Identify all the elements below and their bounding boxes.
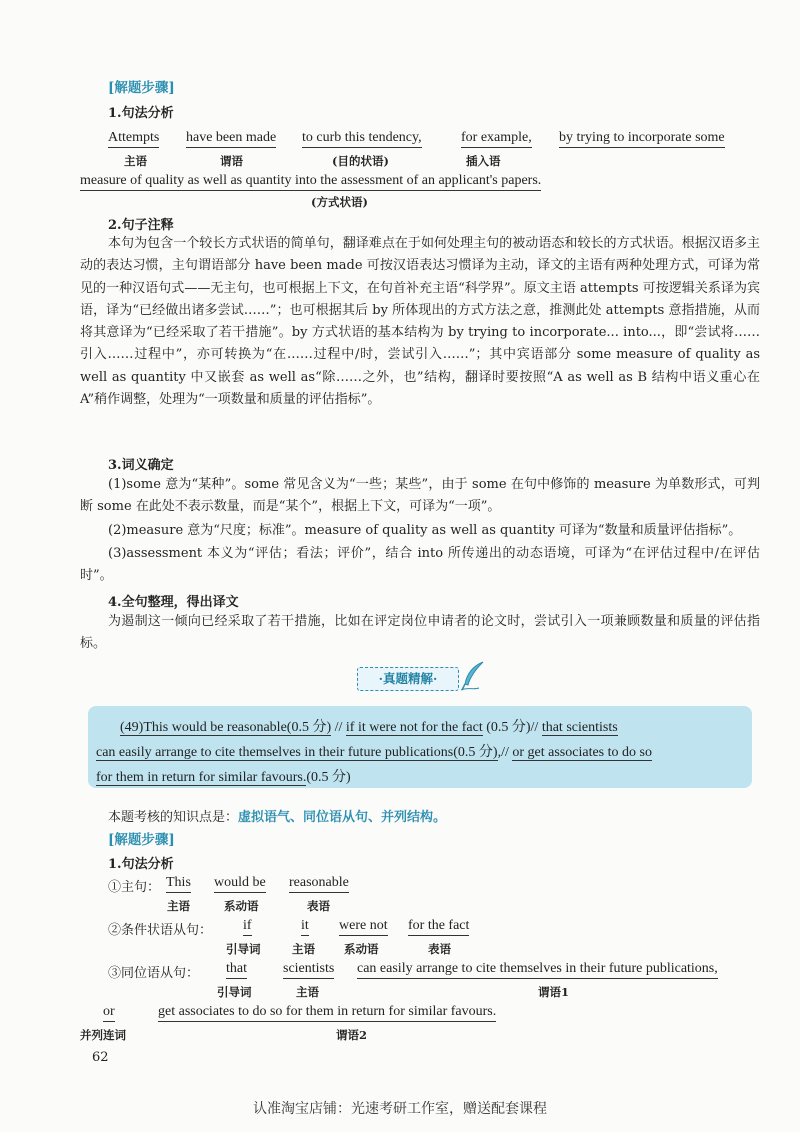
- main-linking-verb: would be: [214, 875, 266, 893]
- cond-subject-label: 主语: [292, 942, 315, 956]
- question-line-3: [96, 766, 351, 786]
- word-meaning-3: (3)assessment 本义为“评估；看法；评价”，结合 into 所传递出的动态语境，可译为“在评估过程中/在评估时”。: [80, 546, 760, 584]
- appos-predicate-1: can easily arrange to cite themselves in their future publications,: [357, 961, 718, 979]
- cond-conjunction-label: 引导词: [226, 942, 261, 956]
- knowledge-points: [108, 806, 446, 825]
- appos-predicate-1-label: 谓语1: [538, 985, 570, 999]
- knowledge-list: 虚拟语气、同位语从句、并列结构。: [238, 810, 447, 825]
- step-syntax-analysis: 1.句法分析: [108, 106, 174, 121]
- translation-paragraph: 为遏制这一倾向已经采取了若干措施，比如在评定岗位申请者的论文时，尝试引入一项兼顾数量和质量的评估指标。: [80, 614, 760, 652]
- question-seg-5: or get associates to do so: [512, 745, 652, 760]
- parse-subject: Attempts: [108, 130, 159, 148]
- question-seg-6: for them in return for similar favours.: [96, 770, 307, 785]
- label-manner: (方式状语): [311, 195, 368, 209]
- parse-predicate: have been made: [186, 130, 276, 148]
- knowledge-prefix: 本题考核的知识点是：: [108, 810, 239, 825]
- question-sep-1: //: [331, 720, 346, 735]
- coord-predicate-2: get associates to do so for them in return for similar favours.: [158, 1004, 496, 1022]
- parse-manner-end: measure of quality as well as quantity into the assessment of an applicant's papers.: [80, 173, 541, 191]
- parse-insert: for example,: [461, 130, 532, 148]
- main-subject: This: [166, 875, 191, 893]
- label-subject: 主语: [124, 154, 147, 168]
- section-title: [解题步骤]: [108, 80, 175, 96]
- step-word-meaning: 3.词义确定: [108, 458, 174, 473]
- main-predicative: reasonable: [289, 875, 349, 893]
- main-subject-label: 主语: [167, 899, 190, 913]
- coord-predicate-2-label: 谓语2: [336, 1028, 368, 1042]
- cond-conjunction: if: [243, 918, 252, 936]
- cond-predicative-label: 表语: [428, 942, 451, 956]
- appos-subject-label: 主语: [296, 985, 319, 999]
- appos-subject: scientists: [283, 961, 334, 979]
- step-translation: 4.全句整理，得出译文: [108, 595, 239, 610]
- parse-purpose: to curb this tendency,: [302, 130, 422, 148]
- cond-linking-verb: were not: [339, 918, 388, 936]
- quill-pen-icon: [459, 660, 487, 692]
- main-predicative-label: 表语: [307, 899, 330, 913]
- appos-clause-label: ③同位语从句：: [108, 966, 200, 981]
- question-seg-1: (49)This would be reasonable(0.5 分): [120, 720, 332, 735]
- step-annotation: 2.句子注释: [108, 218, 174, 233]
- question-score: (0.5 分): [306, 770, 351, 785]
- question-seg-2: if it were not for the fact: [345, 720, 483, 735]
- appos-conjunction-label: 引导词: [217, 985, 252, 999]
- section2-title: [解题步骤]: [108, 832, 175, 848]
- question-seg-4: can easily arrange to cite themselves in their future publications(0.5 分): [96, 745, 498, 760]
- label-insert: 插入语: [466, 154, 501, 168]
- main-linking-label: 系动语: [224, 899, 259, 913]
- question-sep-3: ,//: [497, 745, 513, 760]
- question-line-2: [96, 741, 652, 761]
- label-purpose: (目的状语): [332, 154, 389, 168]
- step2-syntax-analysis: 1.句法分析: [108, 857, 174, 872]
- appos-conjunction: that: [226, 961, 247, 979]
- question-seg-3: that scientists: [541, 720, 618, 735]
- question-line-1: [120, 716, 618, 736]
- coord-conjunction: or: [103, 1004, 115, 1022]
- main-clause-label: ①主句：: [108, 880, 161, 895]
- question-sep-2: (0.5 分)//: [482, 720, 542, 735]
- exam-analysis-banner: ·真题精解·: [357, 667, 459, 691]
- cond-linking-label: 系动语: [344, 942, 379, 956]
- cond-predicative: for the fact: [408, 918, 469, 936]
- parse-manner-start: by trying to incorporate some: [559, 130, 725, 148]
- label-predicate: 谓语: [220, 154, 243, 168]
- page-number: 62: [92, 1050, 109, 1065]
- coord-conjunction-label: 并列连词: [80, 1028, 126, 1042]
- word-meaning-1: (1)some 意为“某种”。some 常见含义为“一些；某些”，由于 some 在句中修饰的 measure 为单数形式，可判断 some 在此处不表示数量，而是“某个”，根据上下文，可译为“一项”。: [80, 477, 760, 515]
- footer-watermark: 认准淘宝店铺：光速考研工作室，赠送配套课程: [253, 1101, 547, 1117]
- cond-subject: it: [301, 918, 309, 936]
- word-meaning-2: (2)measure 意为“尺度；标准”。measure of quality as well as quantity 可译为“数量和质量评估指标”。: [108, 523, 742, 538]
- annotation-paragraph: 本句为包含一个较长方式状语的简单句，翻译难点在于如何处理主句的被动语态和较长的方式状语。根据汉语多主动的表达习惯，主句谓语部分 have been made 可按汉语表达习惯译为主动，译文的主语有两种处理方式，可译为常见的一种汉语句式——无主句，也可根据上下文，在句首补充主语“科学界”。原文主语 attempts 可按逻辑关系译为宾语，译为“已经做出诸多尝试……”；也可根据其后 by 所体现出的方式方法之意，推测此处 attempts 意指措施，从而将其意译为“已经采取了若干措施”。by 方式状语的基本结构为 by trying to incorporate... into...，即“尝试将……引入……过程中”，亦可转换为“在……过程中/时，尝试引入……”；其中宾语部分 some measure of quality as well as quantity 中又嵌套 as well as“除……之外，也”结构，翻译时要按照“A as well as B 结构中语义重心在 A”稍作调整，处理为“一项数量和质量的评估指标”。: [80, 236, 760, 408]
- cond-clause-label: ②条件状语从句：: [108, 923, 213, 938]
